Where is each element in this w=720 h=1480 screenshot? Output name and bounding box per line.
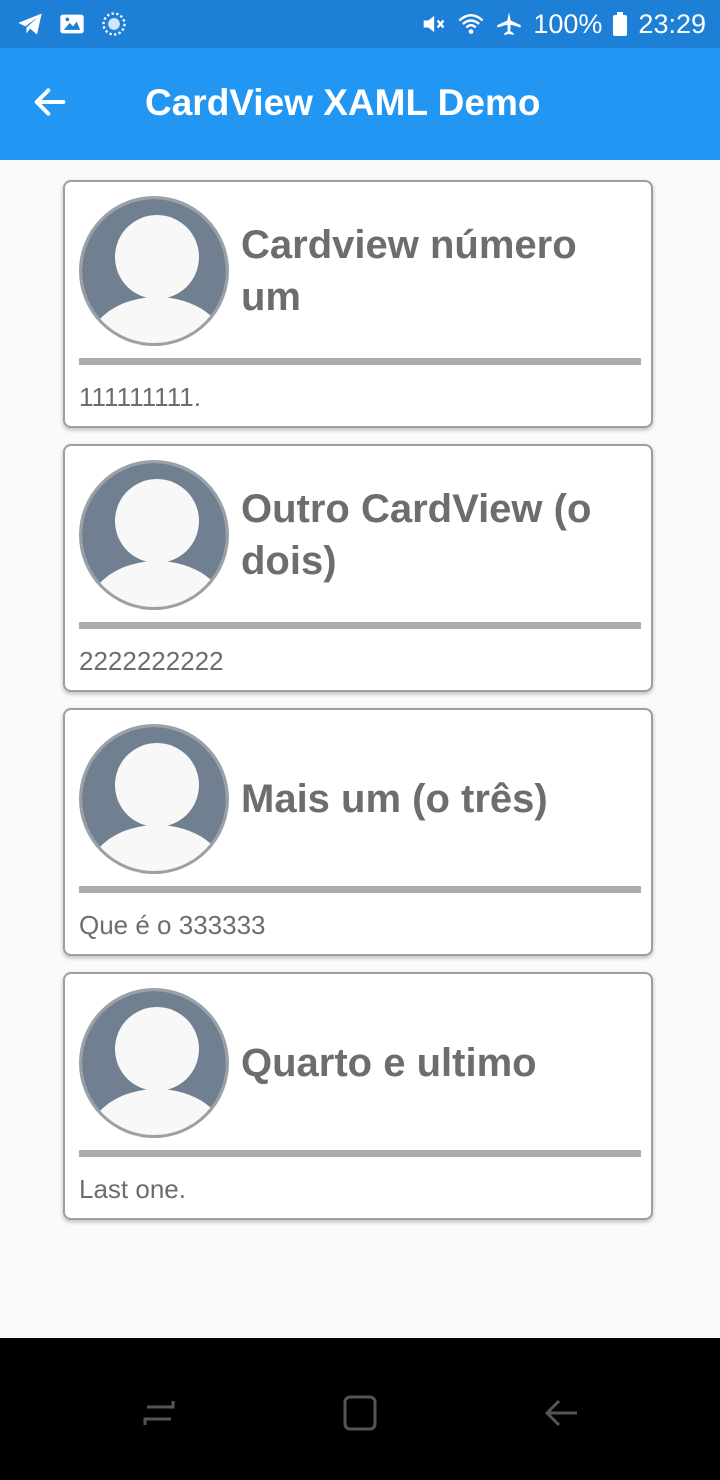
avatar [79, 460, 229, 610]
mute-icon [419, 10, 447, 38]
card-text: Last one. [79, 1174, 186, 1204]
card[interactable] [63, 180, 653, 428]
sync-icon [100, 10, 128, 38]
divider [79, 1150, 641, 1157]
clock: 23:29 [638, 8, 706, 39]
card-title: Mais um (o três) [241, 777, 548, 821]
wifi-icon [457, 10, 485, 38]
card-title: Outro CardView (o dois) [241, 487, 592, 583]
divider [79, 358, 641, 365]
app-bar [0, 48, 720, 160]
battery-icon [612, 10, 628, 38]
back-button[interactable] [30, 82, 78, 126]
divider [79, 622, 641, 629]
card-text: Que é o 333333 [79, 910, 266, 940]
avatar [79, 196, 229, 346]
avatar [79, 724, 229, 874]
card-text: 2222222222 [79, 646, 224, 676]
back-icon [541, 1420, 581, 1437]
home-icon [340, 1420, 380, 1437]
navigation-bar [0, 1338, 720, 1480]
card[interactable] [63, 444, 653, 692]
image-icon [58, 10, 86, 38]
recents-icon [139, 1420, 179, 1437]
nav-back-button[interactable] [541, 1393, 581, 1433]
avatar [79, 988, 229, 1138]
card[interactable] [63, 972, 653, 1220]
airplane-icon [495, 10, 523, 38]
card-list [0, 160, 720, 1338]
card-title: Cardview número um [241, 223, 577, 319]
card-title: Quarto e ultimo [241, 1041, 537, 1085]
telegram-icon [16, 10, 44, 38]
home-button[interactable] [340, 1393, 380, 1433]
recents-button[interactable] [139, 1393, 179, 1433]
status-bar [0, 0, 720, 48]
card[interactable] [63, 708, 653, 956]
battery-percent: 100% [533, 8, 603, 39]
card-text: 111111111. [79, 382, 201, 412]
page-title: CardView XAML Demo [145, 82, 541, 123]
divider [79, 886, 641, 893]
arrow-left-icon [30, 109, 70, 126]
